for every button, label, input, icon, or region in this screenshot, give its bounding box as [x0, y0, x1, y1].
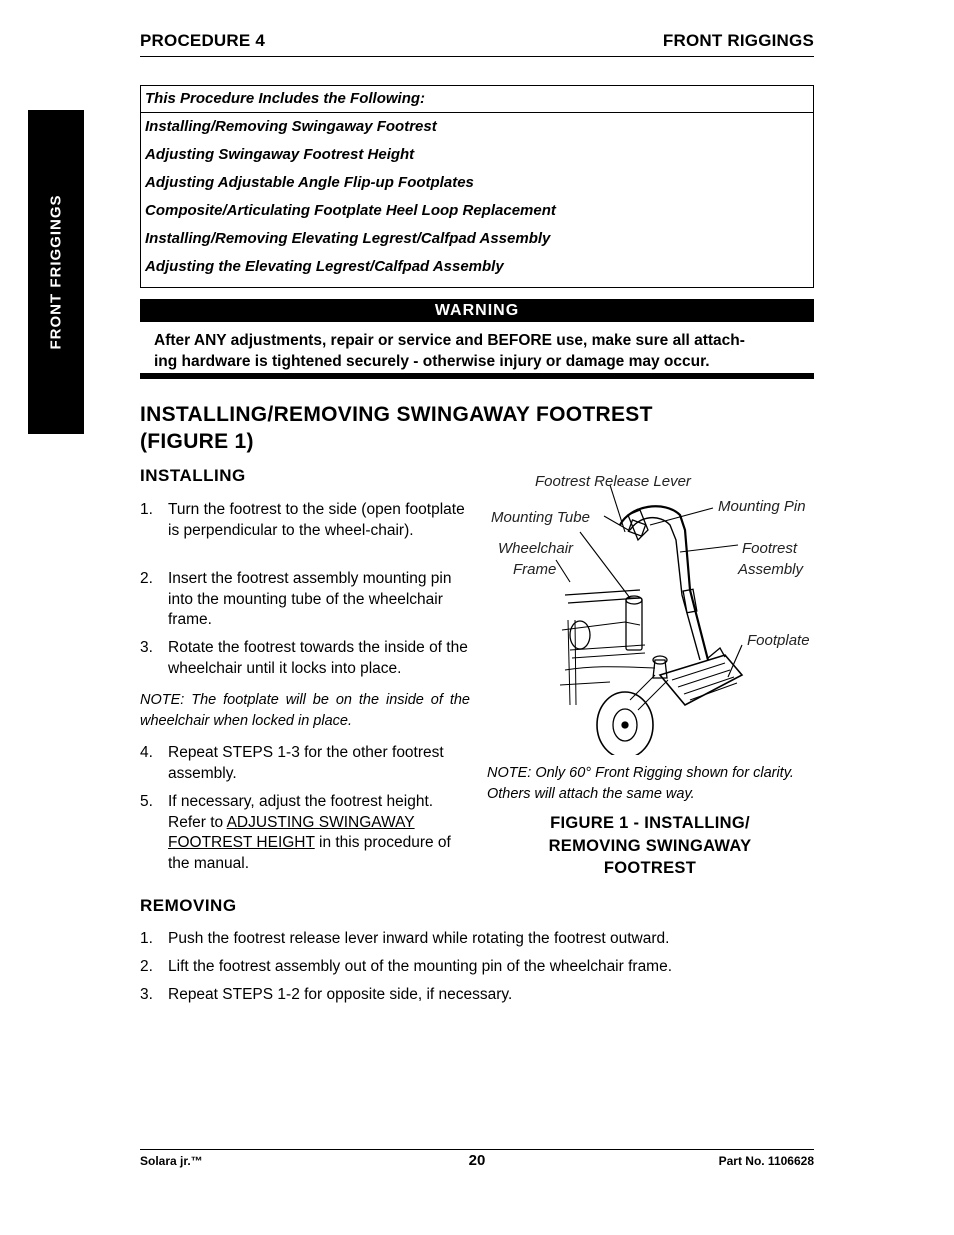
install-step: [140, 743, 470, 785]
step-text: Turn the footrest to the side (open footplate is perpendicular to the wheel-chair).: [168, 501, 465, 539]
step-number: 1.: [140, 930, 153, 947]
procedure-item: Adjusting the Elevating Legrest/Calfpad Assembly: [145, 258, 504, 275]
figure-note-line: NOTE: Only 60° Front Rigging shown for clarity.: [487, 765, 794, 781]
figure-note-line: Others will attach the same way.: [487, 786, 695, 802]
install-step: [140, 792, 470, 876]
section-title-line: INSTALLING/REMOVING SWINGAWAY FOOTREST: [140, 403, 653, 426]
step-text: Rotate the footrest towards the inside of the wheelchair until it locks into place.: [168, 639, 468, 677]
step-number: 2.: [140, 570, 153, 587]
step-number: 5.: [140, 793, 153, 810]
label-wheelchair: Wheelchair: [498, 540, 574, 557]
step-text: [168, 792, 470, 874]
procedure-item: Adjusting Swingaway Footrest Height: [145, 146, 415, 163]
label-footrest: Footrest: [742, 540, 798, 557]
header-rule: [140, 56, 814, 57]
procedure-number: PROCEDURE 4: [140, 31, 266, 50]
side-tab: [28, 110, 84, 434]
label-mounting-pin: Mounting Pin: [718, 498, 806, 515]
section-title: [140, 401, 653, 455]
step-text: Lift the footrest assembly out of the mounting pin of the wheelchair frame.: [168, 958, 673, 975]
removing-heading: REMOVING: [140, 896, 237, 915]
footer-rule: [140, 1149, 814, 1150]
step-number: 4.: [140, 744, 153, 761]
warning-rule: [140, 373, 814, 379]
warning-banner: WARNING: [140, 299, 814, 322]
side-tab-label: FRONT FRIGGINGS: [47, 194, 65, 350]
step-text-pre: If necessary, adjust the footrest height. Refer to: [168, 793, 434, 831]
warning-line: After ANY adjustments, repair or service and BEFORE use, make sure all attach-: [154, 332, 745, 349]
page-number: 20: [468, 1152, 486, 1169]
caption-line: REMOVING SWINGAWAY: [548, 836, 752, 855]
label-footplate: Footplate: [747, 632, 810, 649]
figure-caption: [487, 812, 813, 880]
warning-line: ing hardware is tightened securely - otherwise injury or damage may occur.: [154, 353, 710, 370]
label-frame: Frame: [513, 561, 557, 578]
procedure-item: Installing/Removing Swingaway Footrest: [145, 118, 437, 135]
footer-product-name: Solara jr.™: [140, 1154, 203, 1168]
caption-line: FIGURE 1 - INSTALLING/: [550, 814, 750, 832]
cross-reference-link[interactable]: ADJUSTING SWINGAWAY FOOTREST HEIGHT: [168, 813, 415, 851]
warning-text: [154, 330, 814, 372]
install-step: [140, 638, 470, 680]
caption-line: FOOTREST: [603, 859, 697, 877]
step-number: 1.: [140, 501, 153, 518]
section-name: FRONT RIGGINGS: [662, 31, 814, 50]
step-text-post: in this procedure of the manual.: [168, 834, 451, 872]
step-text: Insert the footrest assembly mounting pin into the mounting tube of the wheelchair frame.: [168, 570, 452, 628]
step-text: Repeat STEPS 1-3 for the other footrest assembly.: [168, 744, 444, 782]
install-note: NOTE: The footplate will be on the inside of the wheelchair when locked in place.: [140, 692, 470, 729]
step-text: Repeat STEPS 1-2 for opposite side, if necessary.: [168, 986, 513, 1003]
label-assembly: Assembly: [738, 561, 804, 578]
label-mounting-tube: Mounting Tube: [491, 509, 590, 526]
step-text: Push the footrest release lever inward while rotating the footrest outward.: [168, 930, 670, 947]
step-number: 3.: [140, 986, 153, 1003]
step-number: 3.: [140, 639, 153, 656]
label-footrest-release-lever: Footrest Release Lever: [535, 473, 691, 490]
figure-note: [487, 763, 814, 805]
installing-heading: INSTALLING: [140, 466, 246, 485]
procedure-item: Composite/Articulating Footplate Heel Loop Replacement: [145, 202, 556, 219]
install-step: [140, 500, 470, 562]
footer-part-number: Part No. 1106628: [718, 1154, 814, 1168]
step-number: 2.: [140, 958, 153, 975]
procedure-contents-box: [140, 85, 814, 288]
procedure-box-divider: [141, 112, 813, 113]
section-title-line: (FIGURE 1): [140, 430, 254, 453]
procedure-item: Installing/Removing Elevating Legrest/Calfpad Assembly: [145, 230, 551, 247]
procedure-box-heading: This Procedure Includes the Following:: [145, 90, 426, 107]
install-step: [140, 569, 470, 631]
procedure-item: Adjusting Adjustable Angle Flip-up Footplates: [145, 174, 474, 191]
